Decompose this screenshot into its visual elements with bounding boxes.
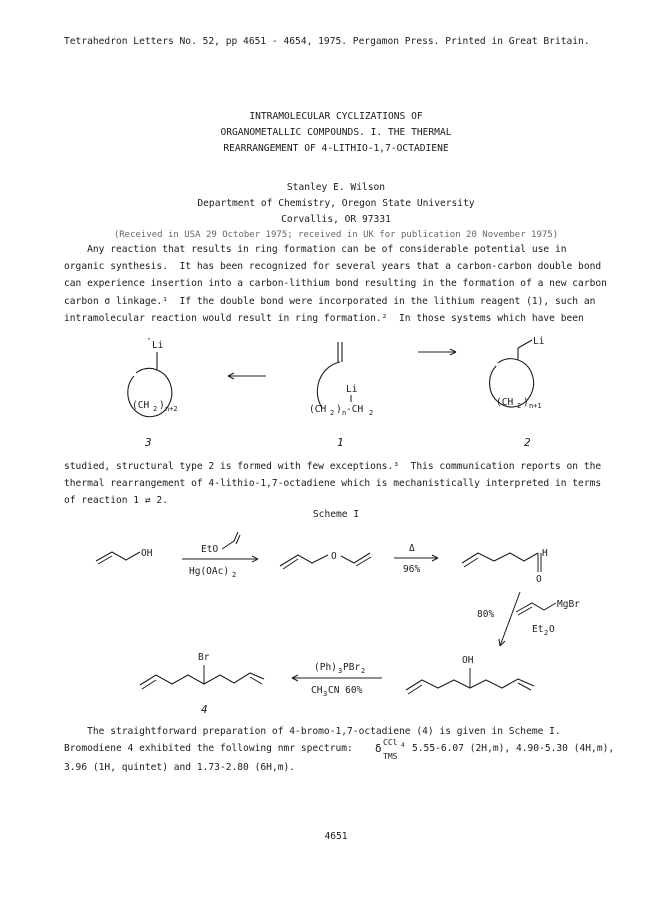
reagent-hgoac-sub: 2 bbox=[232, 571, 237, 579]
reagent-pbr: PBr bbox=[343, 662, 361, 673]
title-line-3: REARRANGEMENT OF 4-LITHIO-1,7-OCTADIENE bbox=[223, 143, 449, 154]
paragraph-2-line-2: thermal rearrangement of 4-lithio-1,7-octadiene which is mechanistically interpreted in terms bbox=[64, 478, 602, 489]
dienol-oh: OH bbox=[462, 655, 474, 666]
compound-3-structure bbox=[128, 334, 178, 449]
compound-2-paren: ) bbox=[523, 397, 529, 408]
ether-o: O bbox=[331, 551, 337, 562]
page-number: 4651 bbox=[324, 831, 348, 842]
grignard-mgbr: MgBr bbox=[557, 599, 580, 610]
scheme-arrow-3 bbox=[477, 592, 580, 646]
scheme-arrow-4 bbox=[292, 662, 382, 698]
compound-2-number: 2 bbox=[524, 436, 531, 449]
scheme-bromodiene bbox=[140, 652, 264, 716]
solvent-et2o: Et bbox=[532, 624, 544, 635]
heat-delta: Δ bbox=[409, 543, 415, 554]
paragraph-1-line-5: intramolecular reaction would result in ring formation.² In those systems which have been bbox=[64, 313, 584, 324]
scheme-allyl-alcohol bbox=[96, 548, 153, 564]
compound-3-n2: n+2 bbox=[165, 405, 178, 413]
reagent-eto: EtO bbox=[201, 544, 219, 555]
compound-2-ch2: (CH bbox=[496, 397, 514, 408]
reagent-ch3cn-sub: 3 bbox=[323, 690, 328, 698]
reagent-cn-yield: CN 60% bbox=[328, 685, 363, 696]
yield-80: 80% bbox=[477, 609, 495, 620]
paragraph-1-line-1: Any reaction that results in ring formation can be of considerable potential use in bbox=[64, 244, 567, 255]
nmr-tms: TMS bbox=[383, 752, 398, 761]
compound-3-number: 3 bbox=[145, 436, 152, 449]
nmr-values: 5.55-6.07 (2H,m), 4.90-5.30 (4H,m), bbox=[412, 743, 615, 754]
reagent-ph3: (Ph) bbox=[314, 662, 337, 673]
compound-3-ch2: (CH bbox=[132, 400, 150, 411]
paragraph-3-line-3: 3.96 (1H, quintet) and 1.73-2.80 (6H,m). bbox=[64, 762, 296, 773]
nmr-delta: δ bbox=[375, 742, 382, 755]
arrow-to-3 bbox=[228, 373, 266, 379]
reagent-hgoac: Hg(OAc) bbox=[189, 566, 230, 577]
scheme-title: Scheme I bbox=[312, 509, 360, 520]
scheme-dienol bbox=[406, 655, 534, 694]
paragraph-3-line-1: The straightforward preparation of 4-bromo-1,7-octadiene (4) is given in Scheme I. bbox=[64, 726, 561, 737]
yield-96: 96% bbox=[403, 564, 421, 575]
location: Corvallis, OR 97331 bbox=[281, 214, 391, 225]
aldehyde-o: O bbox=[536, 574, 542, 585]
compound-1-number: 1 bbox=[337, 436, 344, 449]
title-line-2: ORGANOMETALLIC COMPOUNDS. I. THE THERMAL bbox=[220, 127, 452, 138]
compound-2-structure bbox=[490, 336, 545, 449]
compound-3-li-dot: · bbox=[146, 334, 152, 345]
compound-2-li: Li bbox=[533, 336, 545, 347]
compound-3-li: Li bbox=[152, 340, 164, 351]
reagent-ch3cn: CH bbox=[311, 685, 323, 696]
compound-1-ch-sub: 2 bbox=[369, 409, 374, 417]
paragraph-3-line-2: Bromodiene 4 exhibited the following nmr spectrum: bbox=[64, 743, 353, 754]
received-line: (Received in USA 29 October 1975; received in UK for publication 20 November 1975) bbox=[113, 230, 559, 240]
aldehyde-h: H bbox=[542, 548, 548, 559]
scheme-aldehyde bbox=[462, 548, 548, 585]
compound-4-number: 4 bbox=[201, 703, 208, 716]
compound-3-paren: ) bbox=[159, 400, 165, 411]
compound-1-structure bbox=[309, 342, 373, 449]
scheme-allyl-vinyl-ether bbox=[280, 551, 371, 569]
compound-3-ch2-sub: 2 bbox=[153, 405, 158, 413]
affiliation: Department of Chemistry, Oregon State University bbox=[197, 198, 475, 209]
compound-2-n1: n+1 bbox=[529, 402, 542, 410]
compound-1-n: n bbox=[342, 409, 347, 417]
reagent-ph3-sub: 3 bbox=[338, 667, 343, 675]
running-header: Tetrahedron Letters No. 52, pp 4651 - 4654, 1975. Pergamon Press. Printed in Great Britain. bbox=[64, 36, 590, 47]
reagent-pbr-sub: 2 bbox=[361, 667, 366, 675]
compound-1-li: Li bbox=[346, 384, 358, 395]
compound-1-ch2: (CH bbox=[309, 404, 327, 415]
compound-1-ch2-sub: 2 bbox=[330, 409, 335, 417]
arrow-to-2 bbox=[418, 349, 456, 355]
compound-2-ch2-sub: 2 bbox=[517, 402, 522, 410]
scheme-arrow-2 bbox=[394, 543, 438, 575]
scheme-arrow-1 bbox=[182, 532, 258, 579]
solvent-et2o-sub: 2 bbox=[544, 629, 549, 637]
paragraph-1-line-2: organic synthesis. It has been recognized for several years that a carbon-carbon double bond bbox=[64, 261, 602, 272]
title-line-1: INTRAMOLECULAR CYCLIZATIONS OF bbox=[249, 111, 423, 122]
solvent-et2o-o: O bbox=[549, 624, 555, 635]
nmr-ccl4: CCl bbox=[383, 738, 398, 747]
compound-1-paren: ) bbox=[336, 404, 342, 415]
paragraph-1-line-3: can experience insertion into a carbon-lithium bond resulting in the formation of a new carbon bbox=[64, 278, 607, 289]
nmr-ccl4-sub: 4 bbox=[401, 742, 405, 749]
compound-1-ch: -CH bbox=[346, 404, 364, 415]
allyl-alcohol-oh: OH bbox=[141, 548, 153, 559]
author: Stanley E. Wilson bbox=[286, 182, 386, 193]
paragraph-2-line-1: studied, structural type 2 is formed with few exceptions.³ This communication reports on the bbox=[64, 461, 602, 472]
bromodiene-br: Br bbox=[198, 652, 210, 663]
paragraph-1-line-4: carbon σ linkage.¹ If the double bond were incorporated in the lithium reagent (1), such an bbox=[64, 296, 596, 307]
paragraph-2-line-3: of reaction 1 ⇄ 2. bbox=[64, 495, 168, 506]
